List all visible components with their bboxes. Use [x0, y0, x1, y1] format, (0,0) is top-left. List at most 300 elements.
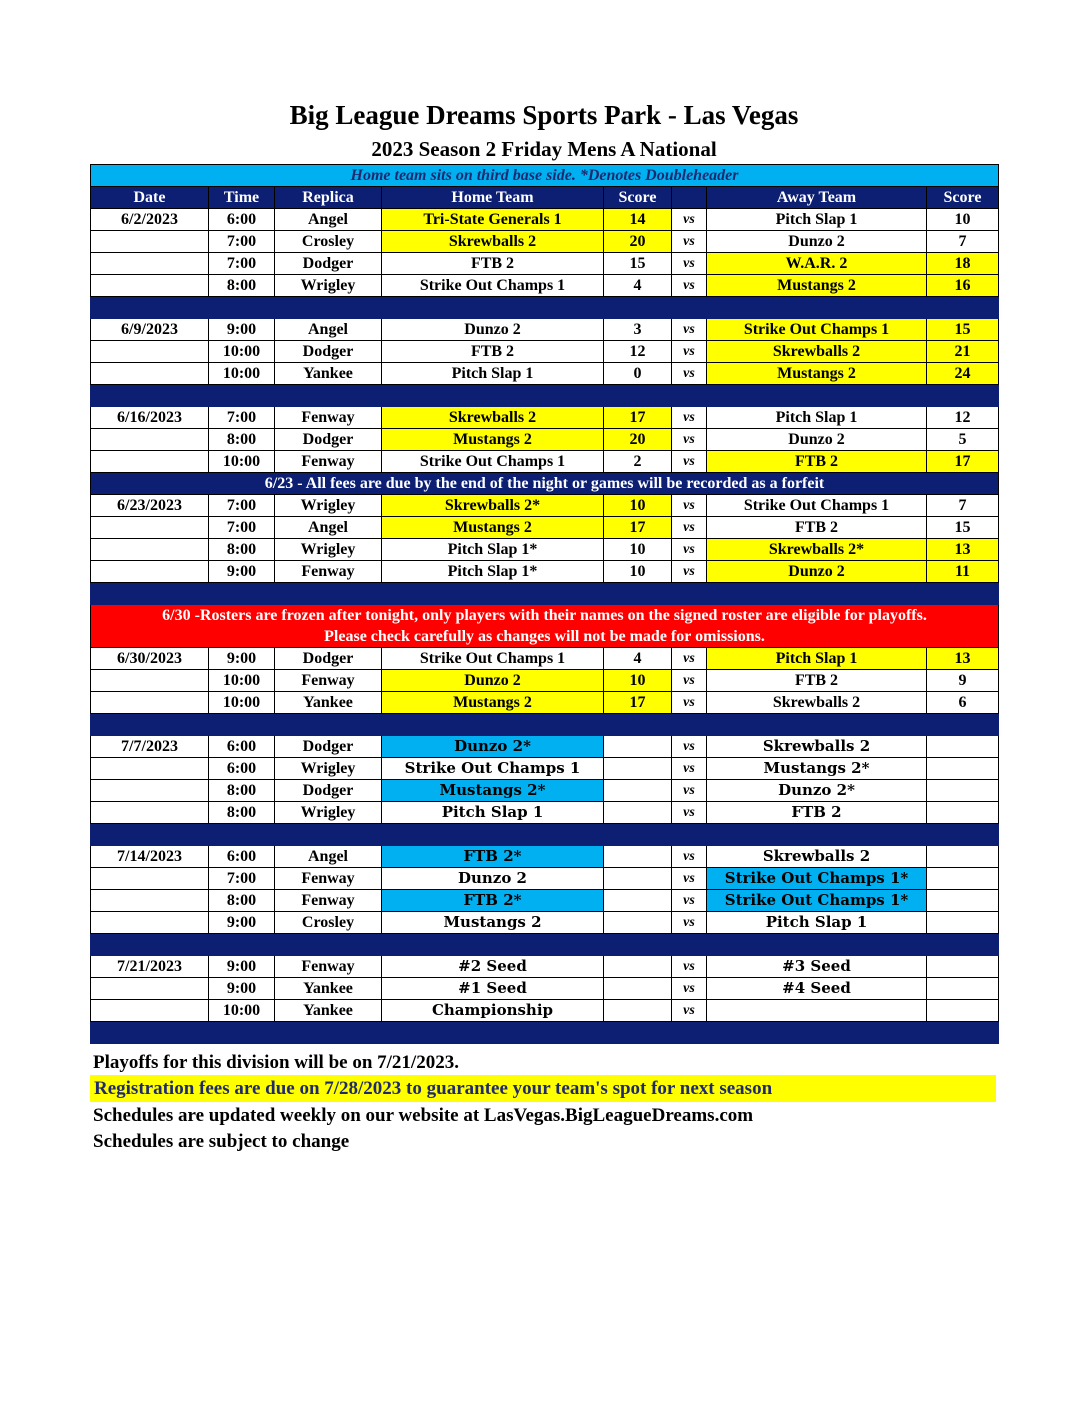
separator-cell — [209, 297, 275, 319]
separator-cell — [91, 297, 209, 319]
game-row — [91, 319, 999, 341]
away-team: FTB 2 — [707, 517, 927, 539]
game-row — [91, 868, 999, 890]
home-score: 10 — [604, 670, 672, 692]
away-team: Pitch Slap 1 — [707, 648, 927, 670]
away-team: Dunzo 2 — [707, 231, 927, 253]
game-row — [91, 802, 999, 824]
vs-label: vs — [672, 363, 707, 385]
game-row — [91, 648, 999, 670]
game-time: 8:00 — [209, 429, 275, 451]
away-score: 17 — [927, 451, 999, 473]
game-time: 6:00 — [209, 758, 275, 780]
separator-cell — [275, 385, 382, 407]
week-separator — [91, 934, 999, 956]
separator-cell — [707, 297, 927, 319]
separator-cell — [604, 297, 672, 319]
separator-cell — [382, 714, 604, 736]
home-score — [604, 956, 672, 978]
home-team: Mustangs 2* — [382, 780, 604, 802]
game-replica-field: Fenway — [275, 670, 382, 692]
game-date — [91, 561, 209, 583]
away-score: 15 — [927, 319, 999, 341]
game-time: 10:00 — [209, 692, 275, 714]
home-team: #1 Seed — [382, 978, 604, 1000]
game-replica-field: Wrigley — [275, 758, 382, 780]
game-time: 7:00 — [209, 253, 275, 275]
game-replica-field: Angel — [275, 846, 382, 868]
home-team: Skrewballs 2 — [382, 231, 604, 253]
separator-cell — [91, 1022, 209, 1044]
home-score: 20 — [604, 429, 672, 451]
game-replica-field: Fenway — [275, 890, 382, 912]
vs-label: vs — [672, 648, 707, 670]
separator-cell — [382, 824, 604, 846]
game-replica-field: Wrigley — [275, 539, 382, 561]
game-time: 6:00 — [209, 846, 275, 868]
away-score — [927, 912, 999, 934]
away-team: Skrewballs 2 — [707, 736, 927, 758]
vs-label: vs — [672, 692, 707, 714]
separator-cell — [91, 714, 209, 736]
away-team: Skrewballs 2 — [707, 341, 927, 363]
away-score: 9 — [927, 670, 999, 692]
separator-cell — [707, 934, 927, 956]
away-score: 24 — [927, 363, 999, 385]
home-score — [604, 978, 672, 1000]
separator-cell — [209, 385, 275, 407]
roster-banner-line2: Please check carefully as changes will not be made for omissions. — [324, 628, 765, 645]
game-date — [91, 517, 209, 539]
home-team: Strike Out Champs 1 — [382, 275, 604, 297]
game-replica-field: Fenway — [275, 451, 382, 473]
game-time: 9:00 — [209, 319, 275, 341]
separator-cell — [91, 583, 209, 605]
vs-label: vs — [672, 890, 707, 912]
home-team: FTB 2* — [382, 846, 604, 868]
separator-cell — [275, 714, 382, 736]
away-score: 7 — [927, 495, 999, 517]
separator-cell — [672, 1022, 707, 1044]
game-date — [91, 451, 209, 473]
game-row — [91, 429, 999, 451]
fees-banner-row — [91, 473, 999, 495]
week-separator — [91, 297, 999, 319]
away-team: Dunzo 2 — [707, 561, 927, 583]
away-team: Pitch Slap 1 — [707, 209, 927, 231]
playoffs-note: Playoffs for this division will be on 7/21/2023. — [93, 1052, 459, 1073]
separator-cell — [927, 934, 999, 956]
away-team: Strike Out Champs 1 — [707, 495, 927, 517]
game-time: 10:00 — [209, 341, 275, 363]
home-team: FTB 2 — [382, 253, 604, 275]
game-date — [91, 341, 209, 363]
separator-cell — [209, 1022, 275, 1044]
away-score: 10 — [927, 209, 999, 231]
separator-cell — [707, 714, 927, 736]
game-replica-field: Wrigley — [275, 275, 382, 297]
game-time: 7:00 — [209, 495, 275, 517]
doubleheader-note: Home team sits on third base side. *Denotes Doubleheader — [91, 165, 999, 187]
game-date — [91, 670, 209, 692]
game-time: 7:00 — [209, 868, 275, 890]
separator-cell — [91, 385, 209, 407]
separator-cell — [604, 1022, 672, 1044]
vs-label: vs — [672, 209, 707, 231]
game-replica-field: Angel — [275, 209, 382, 231]
away-score — [927, 978, 999, 1000]
separator-cell — [91, 934, 209, 956]
home-score: 14 — [604, 209, 672, 231]
game-row — [91, 231, 999, 253]
separator-cell — [927, 1022, 999, 1044]
header-time: Time — [209, 187, 275, 209]
vs-label: vs — [672, 253, 707, 275]
home-score — [604, 802, 672, 824]
game-date — [91, 363, 209, 385]
away-team: Dunzo 2* — [707, 780, 927, 802]
week-separator — [91, 583, 999, 605]
game-time: 9:00 — [209, 956, 275, 978]
game-row — [91, 736, 999, 758]
header-away-score: Score — [927, 187, 999, 209]
game-time: 8:00 — [209, 802, 275, 824]
game-replica-field: Dodger — [275, 341, 382, 363]
away-score: 11 — [927, 561, 999, 583]
change-note: Schedules are subject to change — [93, 1131, 350, 1152]
away-score — [927, 890, 999, 912]
away-team: Strike Out Champs 1* — [707, 868, 927, 890]
vs-label: vs — [672, 670, 707, 692]
game-replica-field: Fenway — [275, 561, 382, 583]
game-row — [91, 890, 999, 912]
away-score — [927, 802, 999, 824]
game-date: 7/14/2023 — [91, 846, 209, 868]
home-team: Mustangs 2 — [382, 692, 604, 714]
vs-label: vs — [672, 978, 707, 1000]
game-time: 7:00 — [209, 407, 275, 429]
game-row — [91, 363, 999, 385]
game-row — [91, 275, 999, 297]
vs-label: vs — [672, 275, 707, 297]
week-separator — [91, 714, 999, 736]
game-date — [91, 780, 209, 802]
home-team: Dunzo 2* — [382, 736, 604, 758]
game-replica-field: Dodger — [275, 736, 382, 758]
separator-cell — [604, 934, 672, 956]
away-team: Skrewballs 2* — [707, 539, 927, 561]
home-score: 17 — [604, 692, 672, 714]
home-team: Skrewballs 2 — [382, 407, 604, 429]
home-team: Skrewballs 2* — [382, 495, 604, 517]
home-score: 2 — [604, 451, 672, 473]
away-team: FTB 2 — [707, 670, 927, 692]
away-score: 13 — [927, 648, 999, 670]
game-time: 9:00 — [209, 978, 275, 1000]
away-team: Mustangs 2* — [707, 758, 927, 780]
home-score — [604, 780, 672, 802]
website-note: Schedules are updated weekly on our website at LasVegas.BigLeagueDreams.com — [93, 1105, 754, 1126]
home-score — [604, 846, 672, 868]
home-team: FTB 2* — [382, 890, 604, 912]
game-replica-field: Crosley — [275, 231, 382, 253]
away-score: 12 — [927, 407, 999, 429]
game-row — [91, 670, 999, 692]
vs-label: vs — [672, 846, 707, 868]
home-team: #2 Seed — [382, 956, 604, 978]
separator-cell — [927, 583, 999, 605]
vs-label: vs — [672, 780, 707, 802]
separator-cell — [382, 1022, 604, 1044]
away-score: 6 — [927, 692, 999, 714]
home-team: FTB 2 — [382, 341, 604, 363]
game-row — [91, 758, 999, 780]
week-separator — [91, 1022, 999, 1044]
home-score: 0 — [604, 363, 672, 385]
game-time: 10:00 — [209, 670, 275, 692]
game-replica-field: Yankee — [275, 978, 382, 1000]
vs-label: vs — [672, 802, 707, 824]
game-date — [91, 890, 209, 912]
game-replica-field: Fenway — [275, 868, 382, 890]
game-time: 10:00 — [209, 1000, 275, 1022]
game-replica-field: Wrigley — [275, 802, 382, 824]
game-time: 8:00 — [209, 539, 275, 561]
home-team: Mustangs 2 — [382, 429, 604, 451]
game-row — [91, 1000, 999, 1022]
away-score — [927, 780, 999, 802]
away-score: 21 — [927, 341, 999, 363]
vs-label: vs — [672, 495, 707, 517]
away-score — [927, 1000, 999, 1022]
vs-label: vs — [672, 407, 707, 429]
away-team: #3 Seed — [707, 956, 927, 978]
header-vs — [672, 187, 707, 209]
game-replica-field: Yankee — [275, 1000, 382, 1022]
home-score: 4 — [604, 275, 672, 297]
home-team: Mustangs 2 — [382, 912, 604, 934]
home-team: Strike Out Champs 1 — [382, 648, 604, 670]
game-time: 9:00 — [209, 912, 275, 934]
home-team: Tri-State Generals 1 — [382, 209, 604, 231]
separator-cell — [672, 824, 707, 846]
home-team: Strike Out Champs 1 — [382, 758, 604, 780]
separator-cell — [382, 583, 604, 605]
away-team: Skrewballs 2 — [707, 692, 927, 714]
header-away-team: Away Team — [707, 187, 927, 209]
home-score: 10 — [604, 561, 672, 583]
home-score: 17 — [604, 407, 672, 429]
away-score: 13 — [927, 539, 999, 561]
home-score: 4 — [604, 648, 672, 670]
game-date — [91, 978, 209, 1000]
separator-cell — [927, 385, 999, 407]
home-team: Strike Out Champs 1 — [382, 451, 604, 473]
away-score: 16 — [927, 275, 999, 297]
game-time: 6:00 — [209, 209, 275, 231]
vs-label: vs — [672, 1000, 707, 1022]
game-date — [91, 692, 209, 714]
game-row — [91, 692, 999, 714]
away-score — [927, 956, 999, 978]
separator-cell — [604, 385, 672, 407]
game-date — [91, 539, 209, 561]
game-row — [91, 539, 999, 561]
vs-label: vs — [672, 231, 707, 253]
game-replica-field: Angel — [275, 517, 382, 539]
doubleheader-note-row — [91, 165, 999, 187]
roster-banner — [91, 605, 999, 648]
game-row — [91, 451, 999, 473]
game-time: 8:00 — [209, 275, 275, 297]
vs-label: vs — [672, 429, 707, 451]
home-score — [604, 868, 672, 890]
game-replica-field: Wrigley — [275, 495, 382, 517]
home-team: Pitch Slap 1 — [382, 802, 604, 824]
vs-label: vs — [672, 561, 707, 583]
separator-cell — [275, 297, 382, 319]
away-team: FTB 2 — [707, 802, 927, 824]
separator-cell — [604, 714, 672, 736]
game-row — [91, 846, 999, 868]
game-row — [91, 780, 999, 802]
home-score — [604, 912, 672, 934]
away-team: Mustangs 2 — [707, 275, 927, 297]
vs-label: vs — [672, 539, 707, 561]
home-score: 12 — [604, 341, 672, 363]
game-replica-field: Crosley — [275, 912, 382, 934]
home-score: 15 — [604, 253, 672, 275]
game-row — [91, 517, 999, 539]
game-date — [91, 868, 209, 890]
home-score: 20 — [604, 231, 672, 253]
vs-label: vs — [672, 341, 707, 363]
separator-cell — [382, 297, 604, 319]
home-score: 17 — [604, 517, 672, 539]
away-team: Strike Out Champs 1* — [707, 890, 927, 912]
game-row — [91, 561, 999, 583]
separator-cell — [672, 583, 707, 605]
away-score — [927, 758, 999, 780]
home-score: 10 — [604, 495, 672, 517]
home-score — [604, 758, 672, 780]
registration-note: Registration fees are due on 7/28/2023 to guarantee your team's spot for next season — [90, 1075, 996, 1102]
game-row — [91, 407, 999, 429]
game-time: 9:00 — [209, 648, 275, 670]
roster-banner-line1: 6/30 -Rosters are frozen after tonight, only players with their names on the signed roster are eligible for playoffs. — [162, 607, 927, 624]
separator-cell — [382, 934, 604, 956]
vs-label: vs — [672, 319, 707, 341]
separator-cell — [604, 824, 672, 846]
game-time: 8:00 — [209, 780, 275, 802]
away-team: Dunzo 2 — [707, 429, 927, 451]
game-replica-field: Angel — [275, 319, 382, 341]
away-score: 5 — [927, 429, 999, 451]
header-replica: Replica — [275, 187, 382, 209]
week-separator — [91, 824, 999, 846]
game-replica-field: Dodger — [275, 429, 382, 451]
separator-cell — [672, 385, 707, 407]
game-time: 10:00 — [209, 363, 275, 385]
game-date — [91, 231, 209, 253]
separator-cell — [275, 1022, 382, 1044]
separator-cell — [209, 714, 275, 736]
away-team: W.A.R. 2 — [707, 253, 927, 275]
separator-cell — [927, 714, 999, 736]
game-row — [91, 956, 999, 978]
home-score — [604, 736, 672, 758]
away-team: Pitch Slap 1 — [707, 912, 927, 934]
separator-cell — [707, 583, 927, 605]
roster-banner-row — [91, 605, 999, 648]
separator-cell — [707, 824, 927, 846]
separator-cell — [209, 934, 275, 956]
home-team: Dunzo 2 — [382, 868, 604, 890]
game-date: 6/30/2023 — [91, 648, 209, 670]
separator-cell — [382, 385, 604, 407]
separator-cell — [209, 583, 275, 605]
home-team: Championship — [382, 1000, 604, 1022]
away-team: Strike Out Champs 1 — [707, 319, 927, 341]
separator-cell — [707, 385, 927, 407]
vs-label: vs — [672, 451, 707, 473]
game-date: 6/9/2023 — [91, 319, 209, 341]
away-team: FTB 2 — [707, 451, 927, 473]
separator-cell — [91, 824, 209, 846]
home-team: Dunzo 2 — [382, 319, 604, 341]
vs-label: vs — [672, 956, 707, 978]
game-row — [91, 253, 999, 275]
page-title: Big League Dreams Sports Park - Las Vegas — [289, 100, 799, 130]
week-separator — [91, 385, 999, 407]
schedule-table — [90, 164, 999, 1044]
vs-label: vs — [672, 912, 707, 934]
game-time: 9:00 — [209, 561, 275, 583]
game-replica-field: Dodger — [275, 648, 382, 670]
away-team: Mustangs 2 — [707, 363, 927, 385]
game-date — [91, 1000, 209, 1022]
separator-cell — [604, 583, 672, 605]
header-row — [91, 187, 999, 209]
home-score — [604, 1000, 672, 1022]
separator-cell — [672, 714, 707, 736]
game-row — [91, 495, 999, 517]
home-team: Pitch Slap 1 — [382, 363, 604, 385]
home-team: Pitch Slap 1* — [382, 561, 604, 583]
away-team — [707, 1000, 927, 1022]
game-replica-field: Yankee — [275, 692, 382, 714]
game-time: 7:00 — [209, 517, 275, 539]
home-team: Mustangs 2 — [382, 517, 604, 539]
away-score: 18 — [927, 253, 999, 275]
separator-cell — [672, 297, 707, 319]
away-team: Skrewballs 2 — [707, 846, 927, 868]
home-score: 3 — [604, 319, 672, 341]
separator-cell — [275, 583, 382, 605]
game-replica-field: Fenway — [275, 956, 382, 978]
header-home-team: Home Team — [382, 187, 604, 209]
separator-cell — [927, 297, 999, 319]
home-team: Dunzo 2 — [382, 670, 604, 692]
away-score — [927, 868, 999, 890]
away-score: 15 — [927, 517, 999, 539]
away-score — [927, 736, 999, 758]
game-row — [91, 912, 999, 934]
game-row — [91, 209, 999, 231]
vs-label: vs — [672, 868, 707, 890]
header-home-score: Score — [604, 187, 672, 209]
header-date: Date — [91, 187, 209, 209]
